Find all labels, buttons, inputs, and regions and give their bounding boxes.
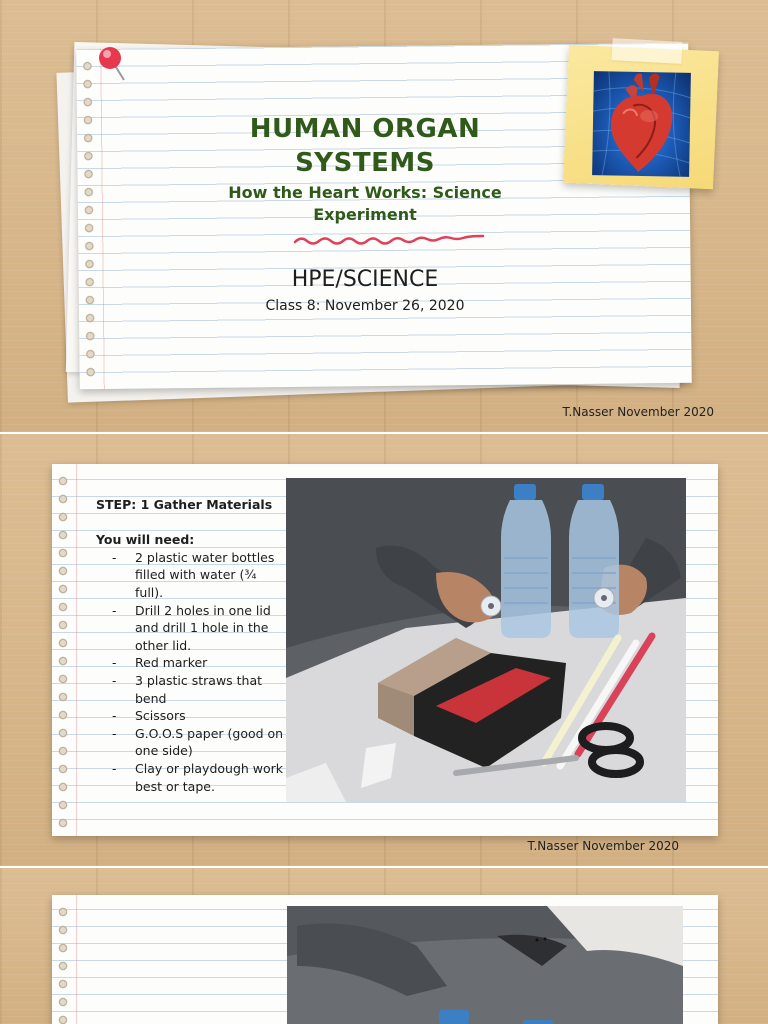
footer-credit: T.Nasser November 2020 <box>562 405 714 419</box>
step-photo <box>287 906 683 1024</box>
binder-holes <box>56 905 70 1024</box>
material-items <box>96 549 286 795</box>
binder-holes <box>56 474 70 830</box>
list-item: - Red marker <box>96 654 286 672</box>
tape-strip <box>611 38 682 64</box>
subject-heading: HPE/SCIENCE <box>291 267 439 292</box>
list-item: - G.O.O.S paper (good on one side) <box>96 725 286 760</box>
need-label: You will need: <box>96 532 195 548</box>
list-item: - 3 plastic straws that bend <box>96 672 286 707</box>
list-item: - Clay or playdough work best or tape. <box>96 760 286 795</box>
class-date: Class 8: November 26, 2020 <box>265 298 465 314</box>
heart-image <box>592 71 691 177</box>
push-pin-icon <box>96 44 130 84</box>
list-item: - 2 plastic water bottles filled with water (¾ full). <box>96 549 286 602</box>
binder-holes <box>80 59 97 379</box>
materials-photo <box>286 478 686 802</box>
page-subtitle: How the Heart Works: Science Experiment <box>228 183 502 224</box>
slide-next <box>0 868 768 1024</box>
footer-credit: T.Nasser November 2020 <box>527 839 679 853</box>
materials-list <box>96 496 286 795</box>
slide-title <box>0 0 768 432</box>
squiggle-underline <box>293 234 485 246</box>
slide-materials <box>0 434 768 866</box>
step-title: STEP: 1 Gather Materials <box>96 497 273 512</box>
page-title: HUMAN ORGAN SYSTEMS <box>249 114 481 178</box>
list-item: - Drill 2 holes in one lid and drill 1 hole in the other lid. <box>96 602 286 655</box>
list-item: - Scissors <box>96 707 286 725</box>
